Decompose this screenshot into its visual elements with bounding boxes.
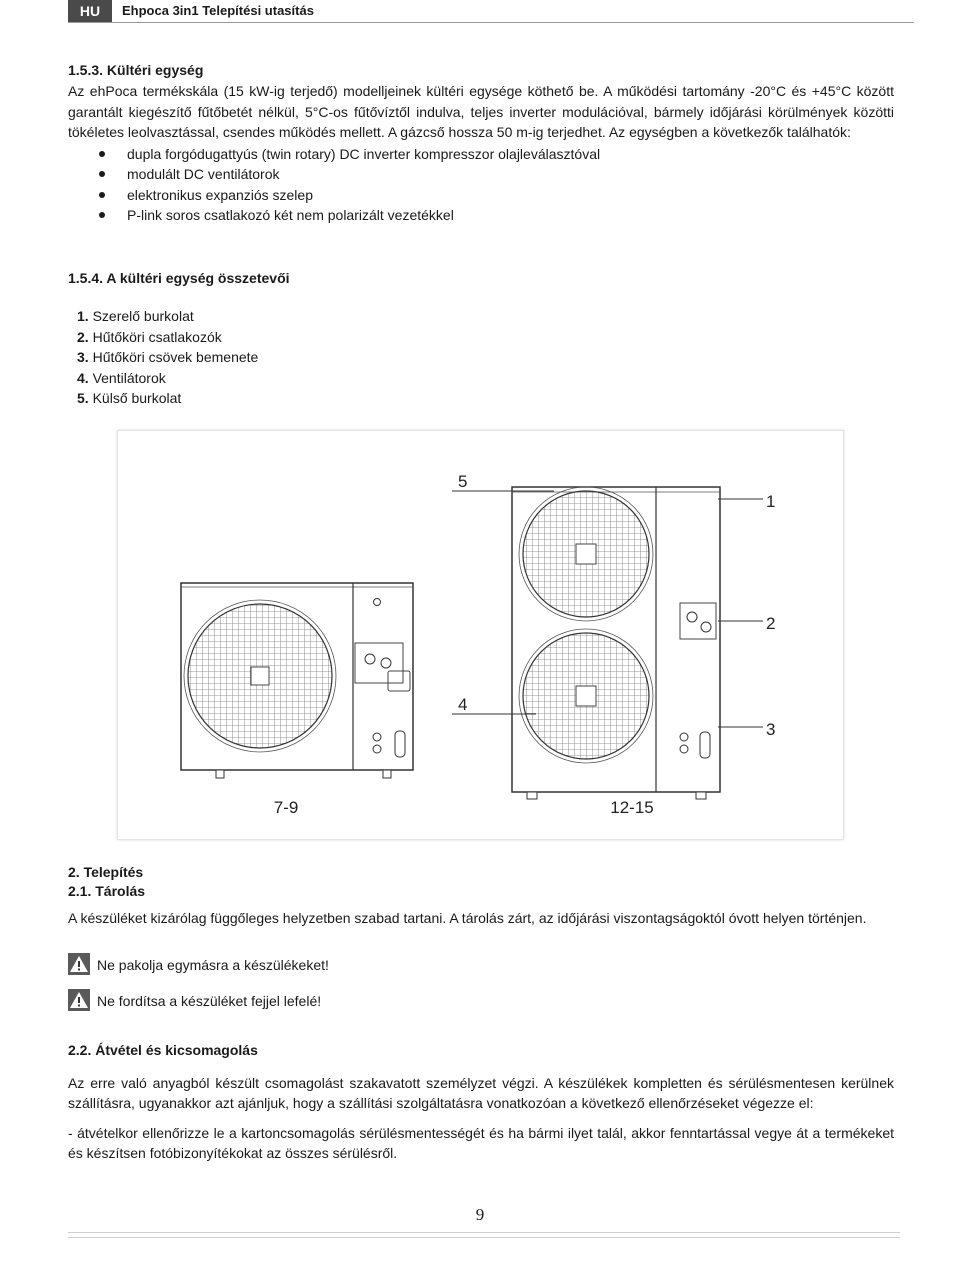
bullet-icon	[99, 151, 105, 157]
parts-list	[77, 306, 894, 409]
outdoor-unit-drawing	[118, 431, 843, 839]
subsection-heading: 2.1. Tárolás	[68, 883, 146, 899]
warning-upside-down: Ne fordítsa a készüléket fejjel lefelé!	[68, 989, 888, 1013]
list-item: P-link soros csatlakozó két nem polarizált vezetékkel	[68, 205, 894, 226]
large-outdoor-unit	[512, 487, 720, 817]
list-item: elektronikus expanziós szelep	[68, 185, 894, 206]
section-2-2	[68, 1042, 894, 1163]
small-unit-caption: 7-9	[273, 798, 299, 817]
bullet-icon	[99, 171, 105, 177]
list-item: modulált DC ventilátorok	[68, 164, 894, 185]
subsection-heading: 2.2. Átvétel és kicsomagolás	[68, 1042, 258, 1058]
section-heading: 1.5.4. A kültéri egység összetevői	[68, 270, 290, 286]
large-unit-caption: 12-15	[610, 798, 654, 817]
page-header	[68, 0, 914, 23]
callout-4: 4	[458, 695, 468, 714]
section-heading: 2. Telepítés	[68, 864, 144, 880]
list-item: dupla forgódugattyús (twin rotary) DC inverter kompresszor olajleválasztóval	[68, 144, 894, 165]
section-1-5-4	[68, 270, 894, 409]
outdoor-unit-figure	[117, 430, 844, 840]
callout-2: 2	[766, 614, 776, 633]
language-badge: HU	[68, 0, 112, 22]
small-outdoor-unit	[181, 583, 413, 817]
page-number: 9	[475, 1205, 485, 1224]
section-1-5-3	[68, 60, 894, 226]
feature-list	[68, 144, 894, 226]
document-title: Ehpoca 3in1 Telepítési utasítás	[122, 3, 314, 18]
footer-divider	[68, 1232, 900, 1238]
list-item: 3. Hűtőköri csövek bemenete	[77, 349, 259, 365]
bullet-icon	[99, 192, 105, 198]
warning-icon	[68, 953, 90, 975]
callout-3: 3	[766, 720, 776, 739]
list-item: 2. Hűtőköri csatlakozók	[77, 328, 222, 345]
receipt-check-text: - átvételkor ellenőrizze le a kartoncsomagolás sérülésmentességét és ha bármi ilyet talál, akkor fenntartással vegye át a termékeket és készítsen fotóbizonyítékokat az összes sérülésről.	[68, 1125, 894, 1161]
bullet-icon	[99, 212, 105, 218]
callout-5: 5	[458, 472, 468, 491]
warning-icon	[68, 989, 90, 1011]
section-body: Az ehPoca termékskála (15 kW-ig terjedő) modelljeinek kültéri egysége köthető be. A működési tartomány -20°C és +45°C között garantált kiegészítő fűtőbetét nélkül, 5°C-os fűtővíztől indulva, teljes inverter modulációval, bármely időjárási körülmények közötti tökéletes leolvasztással, csendes működés mellett. A gázcső hossza 50 m-ig terjedhet. Az egységben a következők találhatók:	[68, 83, 894, 140]
warning-stacking: Ne pakolja egymásra a készülékeket!	[68, 953, 888, 977]
section-heading: 1.5.3. Kültéri egység	[68, 62, 204, 78]
callout-1: 1	[766, 492, 776, 511]
section-2	[68, 862, 894, 929]
storage-text: A készüléket kizárólag függőleges helyzetben szabad tartani. A tárolás zárt, az időjárási viszontagságoktól óvott helyen történjen.	[68, 910, 867, 926]
list-item: 5. Külső burkolat	[77, 390, 182, 406]
list-item: 4. Ventilátorok	[77, 369, 166, 386]
list-item: 1. Szerelő burkolat	[77, 308, 194, 324]
receipt-text: Az erre való anyagból készült csomagolást szakavatott személyzet végzi. A készülékek kompletten és sérülésmentesen kerülnek szállításra, ugyanakkor azt ajánljuk, hogy a szállítási szolgáltatásra vonatkozóan a következő ellenőrzéseket végezze el:	[68, 1075, 894, 1111]
